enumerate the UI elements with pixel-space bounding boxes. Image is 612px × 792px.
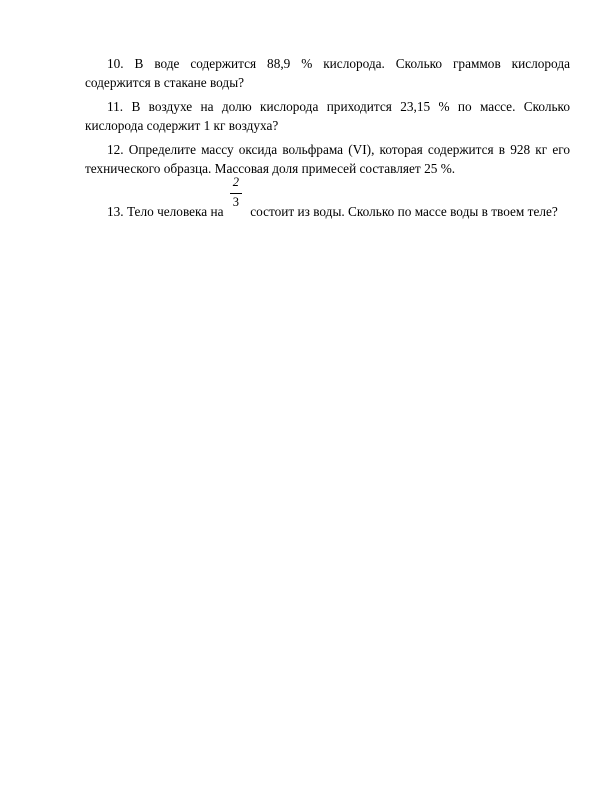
fraction-bar	[230, 193, 242, 194]
fraction-two-thirds	[229, 175, 243, 221]
problem-list	[85, 54, 570, 221]
problem-13	[85, 175, 570, 221]
fraction-numerator: 2	[232, 175, 240, 189]
problem-13-text-after: состоит из воды. Сколько по массе воды в твоем теле?	[250, 204, 558, 219]
problem-12: 12. Определите массу оксида вольфрама (VI), которая содержится в 928 кг его технического образца. Массовая доля примесей составляет 25 %.	[85, 142, 570, 176]
problem-11: 11. В воздухе на долю кислорода приходится 23,15 % по массе. Сколько кислорода содержит 1 кг воздуха?	[85, 99, 570, 133]
problem-10: 10. В воде содержится 88,9 % кислорода. Сколько граммов кислорода содержится в стакане воды?	[85, 56, 570, 90]
fraction-denominator: 3	[232, 195, 240, 209]
problem-13-text-before: 13. Тело человека на	[107, 204, 224, 219]
